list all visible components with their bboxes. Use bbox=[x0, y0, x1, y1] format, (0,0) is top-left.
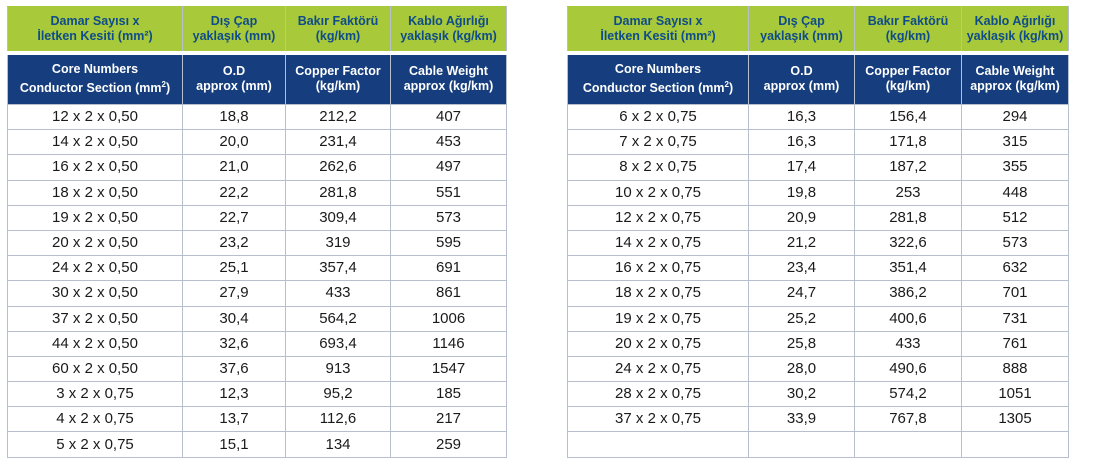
table-row bbox=[8, 382, 507, 407]
cell-outer-diameter: 13,7 bbox=[183, 407, 286, 432]
table-row bbox=[8, 230, 507, 255]
cell-copper-factor: 490,6 bbox=[855, 356, 962, 381]
cell-cable-weight: 453 bbox=[391, 130, 507, 155]
header-en-copper: Copper Factor (kg/km) bbox=[286, 53, 391, 105]
cell-cable-weight: 595 bbox=[391, 230, 507, 255]
cell-outer-diameter: 30,4 bbox=[183, 306, 286, 331]
cell-copper-factor: 400,6 bbox=[855, 306, 962, 331]
cell-copper-factor: 767,8 bbox=[855, 407, 962, 432]
cell-core-section: 5 x 2 x 0,75 bbox=[8, 432, 183, 457]
table-row bbox=[568, 105, 1069, 130]
header-en-core: Core Numbers Conductor Section $(mm^2)$ bbox=[568, 53, 749, 105]
cell-core-section: 24 x 2 x 0,50 bbox=[8, 256, 183, 281]
cell-core-section: 14 x 2 x 0,75 bbox=[568, 230, 749, 255]
cell-copper-factor: 253 bbox=[855, 180, 962, 205]
cell-core-section: 30 x 2 x 0,50 bbox=[8, 281, 183, 306]
cell-outer-diameter: 20,9 bbox=[749, 205, 855, 230]
cell-cable-weight: 761 bbox=[962, 331, 1069, 356]
table-row bbox=[8, 130, 507, 155]
cell-outer-diameter: 19,8 bbox=[749, 180, 855, 205]
cell-copper-factor: 212,2 bbox=[286, 105, 391, 130]
cell-core-section: 37 x 2 x 0,50 bbox=[8, 306, 183, 331]
cell-cable-weight: 691 bbox=[391, 256, 507, 281]
english-header-row bbox=[8, 53, 507, 105]
cell-copper-factor: 319 bbox=[286, 230, 391, 255]
cell-cable-weight: 448 bbox=[962, 180, 1069, 205]
cell-copper-factor: 187,2 bbox=[855, 155, 962, 180]
cell-core-section: 16 x 2 x 0,50 bbox=[8, 155, 183, 180]
cell-cable-weight bbox=[962, 432, 1069, 457]
table-row bbox=[8, 205, 507, 230]
cell-core-section: 20 x 2 x 0,75 bbox=[568, 331, 749, 356]
cell-cable-weight: 1305 bbox=[962, 407, 1069, 432]
cell-cable-weight: 497 bbox=[391, 155, 507, 180]
cell-copper-factor bbox=[855, 432, 962, 457]
header-tr-core: Damar Sayısı x İletken Kesiti (mm²) bbox=[8, 7, 183, 53]
cell-core-section: 19 x 2 x 0,50 bbox=[8, 205, 183, 230]
cell-copper-factor: 386,2 bbox=[855, 281, 962, 306]
cell-outer-diameter: 18,8 bbox=[183, 105, 286, 130]
cell-outer-diameter: 25,8 bbox=[749, 331, 855, 356]
cell-core-section: 24 x 2 x 0,75 bbox=[568, 356, 749, 381]
cell-cable-weight: 217 bbox=[391, 407, 507, 432]
table-row bbox=[8, 331, 507, 356]
table-row bbox=[568, 356, 1069, 381]
cell-cable-weight: 573 bbox=[391, 205, 507, 230]
cell-copper-factor: 281,8 bbox=[855, 205, 962, 230]
cell-cable-weight: 701 bbox=[962, 281, 1069, 306]
cell-outer-diameter: 24,7 bbox=[749, 281, 855, 306]
cell-cable-weight: 1051 bbox=[962, 382, 1069, 407]
cell-core-section: 3 x 2 x 0,75 bbox=[8, 382, 183, 407]
cell-core-section: 7 x 2 x 0,75 bbox=[568, 130, 749, 155]
cell-outer-diameter: 32,6 bbox=[183, 331, 286, 356]
cell-outer-diameter bbox=[749, 432, 855, 457]
table-row bbox=[8, 256, 507, 281]
table-row bbox=[568, 382, 1069, 407]
cell-outer-diameter: 12,3 bbox=[183, 382, 286, 407]
cell-core-section: 4 x 2 x 0,75 bbox=[8, 407, 183, 432]
cell-core-section: 60 x 2 x 0,50 bbox=[8, 356, 183, 381]
cell-copper-factor: 693,4 bbox=[286, 331, 391, 356]
cell-outer-diameter: 30,2 bbox=[749, 382, 855, 407]
cell-outer-diameter: 23,2 bbox=[183, 230, 286, 255]
cell-core-section: 20 x 2 x 0,50 bbox=[8, 230, 183, 255]
cell-core-section: 8 x 2 x 0,75 bbox=[568, 155, 749, 180]
cell-core-section: 14 x 2 x 0,50 bbox=[8, 130, 183, 155]
cell-outer-diameter: 27,9 bbox=[183, 281, 286, 306]
header-en-core: Core Numbers Conductor Section $(mm^2)$ bbox=[8, 53, 183, 105]
table-row bbox=[8, 105, 507, 130]
cell-outer-diameter: 15,1 bbox=[183, 432, 286, 457]
header-en-copper: Copper Factor (kg/km) bbox=[855, 53, 962, 105]
cell-outer-diameter: 21,2 bbox=[749, 230, 855, 255]
cell-copper-factor: 281,8 bbox=[286, 180, 391, 205]
cell-core-section: 18 x 2 x 0,75 bbox=[568, 281, 749, 306]
turkish-header-row bbox=[8, 7, 507, 53]
table-row bbox=[8, 281, 507, 306]
cell-copper-factor: 574,2 bbox=[855, 382, 962, 407]
cell-cable-weight: 512 bbox=[962, 205, 1069, 230]
cell-cable-weight: 259 bbox=[391, 432, 507, 457]
cell-core-section: 28 x 2 x 0,75 bbox=[568, 382, 749, 407]
cell-cable-weight: 355 bbox=[962, 155, 1069, 180]
table-row bbox=[8, 180, 507, 205]
cell-cable-weight: 731 bbox=[962, 306, 1069, 331]
cell-copper-factor: 357,4 bbox=[286, 256, 391, 281]
table-row bbox=[568, 432, 1069, 457]
header-en-od: O.D approx (mm) bbox=[183, 53, 286, 105]
cell-outer-diameter: 33,9 bbox=[749, 407, 855, 432]
cell-core-section bbox=[568, 432, 749, 457]
table-row bbox=[568, 256, 1069, 281]
cell-core-section: 18 x 2 x 0,50 bbox=[8, 180, 183, 205]
cell-core-section: 19 x 2 x 0,75 bbox=[568, 306, 749, 331]
table-row bbox=[568, 407, 1069, 432]
cell-cable-weight: 632 bbox=[962, 256, 1069, 281]
header-en-weight: Cable Weight approx (kg/km) bbox=[391, 53, 507, 105]
cell-core-section: 6 x 2 x 0,75 bbox=[568, 105, 749, 130]
cell-copper-factor: 564,2 bbox=[286, 306, 391, 331]
cell-copper-factor: 231,4 bbox=[286, 130, 391, 155]
cell-outer-diameter: 25,2 bbox=[749, 306, 855, 331]
cell-copper-factor: 95,2 bbox=[286, 382, 391, 407]
header-en-od: O.D approx (mm) bbox=[749, 53, 855, 105]
table-row bbox=[8, 407, 507, 432]
cell-copper-factor: 322,6 bbox=[855, 230, 962, 255]
header-tr-od: Dış Çap yaklaşık (mm) bbox=[183, 7, 286, 53]
cell-cable-weight: 294 bbox=[962, 105, 1069, 130]
table-row bbox=[568, 230, 1069, 255]
cell-outer-diameter: 20,0 bbox=[183, 130, 286, 155]
cell-cable-weight: 407 bbox=[391, 105, 507, 130]
cell-copper-factor: 351,4 bbox=[855, 256, 962, 281]
cell-outer-diameter: 37,6 bbox=[183, 356, 286, 381]
cell-copper-factor: 112,6 bbox=[286, 407, 391, 432]
cell-copper-factor: 309,4 bbox=[286, 205, 391, 230]
table-row bbox=[568, 130, 1069, 155]
cell-copper-factor: 262,6 bbox=[286, 155, 391, 180]
table-row bbox=[568, 281, 1069, 306]
header-tr-copper: Bakır Faktörü (kg/km) bbox=[855, 7, 962, 53]
table-row bbox=[568, 331, 1069, 356]
turkish-header-row bbox=[568, 7, 1069, 53]
cell-copper-factor: 433 bbox=[286, 281, 391, 306]
right-cable-table bbox=[567, 6, 1069, 458]
cell-cable-weight: 888 bbox=[962, 356, 1069, 381]
cell-copper-factor: 171,8 bbox=[855, 130, 962, 155]
cell-core-section: 10 x 2 x 0,75 bbox=[568, 180, 749, 205]
cell-outer-diameter: 16,3 bbox=[749, 105, 855, 130]
cell-copper-factor: 913 bbox=[286, 356, 391, 381]
table-row bbox=[568, 306, 1069, 331]
header-tr-od: Dış Çap yaklaşık (mm) bbox=[749, 7, 855, 53]
cell-core-section: 44 x 2 x 0,50 bbox=[8, 331, 183, 356]
cell-outer-diameter: 16,3 bbox=[749, 130, 855, 155]
header-tr-weight: Kablo Ağırlığı yaklaşık (kg/km) bbox=[391, 7, 507, 53]
cell-outer-diameter: 23,4 bbox=[749, 256, 855, 281]
cell-outer-diameter: 28,0 bbox=[749, 356, 855, 381]
cell-core-section: 12 x 2 x 0,50 bbox=[8, 105, 183, 130]
left-cable-table bbox=[7, 6, 507, 458]
cell-copper-factor: 156,4 bbox=[855, 105, 962, 130]
cell-copper-factor: 134 bbox=[286, 432, 391, 457]
cell-core-section: 37 x 2 x 0,75 bbox=[568, 407, 749, 432]
header-tr-weight: Kablo Ağırlığı yaklaşık (kg/km) bbox=[962, 7, 1069, 53]
cell-outer-diameter: 22,2 bbox=[183, 180, 286, 205]
table-row bbox=[8, 155, 507, 180]
header-tr-copper: Bakır Faktörü (kg/km) bbox=[286, 7, 391, 53]
cell-outer-diameter: 21,0 bbox=[183, 155, 286, 180]
cell-cable-weight: 315 bbox=[962, 130, 1069, 155]
cell-outer-diameter: 17,4 bbox=[749, 155, 855, 180]
cell-cable-weight: 551 bbox=[391, 180, 507, 205]
cell-cable-weight: 1547 bbox=[391, 356, 507, 381]
cell-cable-weight: 573 bbox=[962, 230, 1069, 255]
table-row bbox=[568, 180, 1069, 205]
cell-outer-diameter: 22,7 bbox=[183, 205, 286, 230]
english-header-row bbox=[568, 53, 1069, 105]
cell-outer-diameter: 25,1 bbox=[183, 256, 286, 281]
table-row bbox=[568, 205, 1069, 230]
table-row bbox=[568, 155, 1069, 180]
header-en-weight: Cable Weight approx (kg/km) bbox=[962, 53, 1069, 105]
table-row bbox=[8, 356, 507, 381]
cell-cable-weight: 1146 bbox=[391, 331, 507, 356]
cell-copper-factor: 433 bbox=[855, 331, 962, 356]
cell-core-section: 16 x 2 x 0,75 bbox=[568, 256, 749, 281]
table-row bbox=[8, 306, 507, 331]
table-row bbox=[8, 432, 507, 457]
cell-cable-weight: 861 bbox=[391, 281, 507, 306]
cell-cable-weight: 185 bbox=[391, 382, 507, 407]
header-tr-core: Damar Sayısı x İletken Kesiti (mm²) bbox=[568, 7, 749, 53]
cell-cable-weight: 1006 bbox=[391, 306, 507, 331]
cell-core-section: 12 x 2 x 0,75 bbox=[568, 205, 749, 230]
